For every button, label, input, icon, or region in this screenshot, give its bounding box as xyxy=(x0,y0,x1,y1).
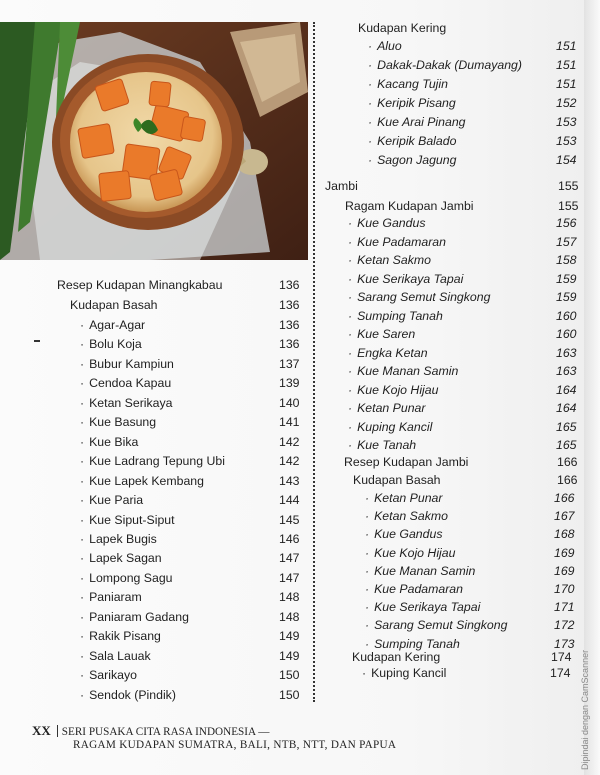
toc-entry-page: 155 xyxy=(558,199,579,213)
toc-entry-page: 136 xyxy=(279,278,300,292)
bullet-dot: · xyxy=(80,318,85,332)
toc-item-page: 140 xyxy=(279,395,300,410)
page-number: XX xyxy=(32,723,51,738)
bullet-dot: · xyxy=(80,531,85,546)
toc-entry-page: 166 xyxy=(557,455,578,469)
toc-item-name: Kue Paria xyxy=(89,493,144,508)
toc-item-name: Kue Padamaran xyxy=(374,582,463,596)
toc-item-page: 168 xyxy=(554,527,575,542)
bullet-dot: · xyxy=(365,491,370,505)
bullet-dot: · xyxy=(368,115,373,129)
toc-item-title xyxy=(348,288,490,306)
toc-item-title xyxy=(80,588,142,606)
bullet-dot: · xyxy=(348,234,353,249)
bullet-dot: · xyxy=(365,636,370,651)
toc-item-page: 165 xyxy=(556,438,577,452)
toc-entry-title: Kudapan Basah xyxy=(70,298,158,312)
toc-item-page: 166 xyxy=(554,491,575,505)
toc-item-name: Paniaram Gadang xyxy=(89,609,189,624)
toc-item-name: Ketan Serikaya xyxy=(89,395,173,410)
toc-item-title xyxy=(348,233,446,251)
toc-item-name: Agar-Agar xyxy=(89,318,146,332)
toc-item-page: 144 xyxy=(279,493,300,508)
toc-entry-title: Resep Kudapan Minangkabau xyxy=(57,278,223,292)
toc-item-name: Kue Manan Samin xyxy=(357,364,459,378)
toc-item-title xyxy=(368,37,402,55)
toc-item-title xyxy=(80,433,138,451)
toc-item-title xyxy=(348,251,431,269)
toc-item-page: 149 xyxy=(279,648,300,663)
book-title: RAGAM KUDAPAN SUMATRA, BALI, NTB, NTT, DAN PAPUA xyxy=(73,739,397,751)
toc-item-page: 151 xyxy=(556,39,577,53)
toc-item-name: Keripik Balado xyxy=(377,134,457,148)
toc-item-name: Bolu Koja xyxy=(89,337,142,352)
toc-item-name: Kue Saren xyxy=(357,327,416,341)
bullet-dot: · xyxy=(368,39,373,53)
bullet-dot: · xyxy=(365,618,370,633)
toc-item-title xyxy=(80,316,145,334)
toc-item-name: Aluo xyxy=(377,39,402,53)
footer-separator xyxy=(57,725,58,737)
toc-item-page: 165 xyxy=(556,419,577,434)
toc-item-title xyxy=(80,374,171,392)
toc-item-title xyxy=(80,394,173,412)
bullet-dot: · xyxy=(80,473,85,488)
toc-item-title xyxy=(365,507,448,525)
bullet-dot: · xyxy=(80,687,85,702)
toc-item-page: 172 xyxy=(554,618,575,633)
bullet-dot: · xyxy=(365,582,370,596)
toc-item-name: Dakak-Dakak (Dumayang) xyxy=(377,58,522,72)
bullet-dot: · xyxy=(348,345,353,360)
toc-item-name: Ketan Sakmo xyxy=(357,253,431,267)
toc-item-page: 143 xyxy=(279,473,300,488)
toc-item-name: Lapek Sagan xyxy=(89,551,162,566)
toc-item-title xyxy=(80,686,176,704)
toc-subsection-basah[interactable] xyxy=(70,296,299,314)
toc-item-page: 153 xyxy=(556,134,577,148)
toc-item-name: Kue Arai Pinang xyxy=(377,115,466,129)
bullet-dot: · xyxy=(80,454,85,469)
toc-item-title xyxy=(80,530,157,548)
bullet-dot: · xyxy=(80,337,85,352)
toc-item-name: Kue Kojo Hijau xyxy=(374,545,456,560)
bullet-dot: · xyxy=(365,563,370,578)
toc-item-page: 139 xyxy=(279,376,300,391)
toc-item-name: Kuping Kancil xyxy=(371,666,447,680)
toc-item-name: Kue Tanah xyxy=(357,438,417,452)
toc-item-name: Sarang Semut Singkong xyxy=(357,290,491,304)
bullet-dot: · xyxy=(348,438,353,452)
toc-item-name: Lompong Sagu xyxy=(89,570,173,585)
toc-item-name: Kuping Kancil xyxy=(357,419,433,434)
toc-item-page: 169 xyxy=(554,545,575,560)
toc-item-page: 142 xyxy=(279,434,300,449)
toc-item-title xyxy=(80,549,162,567)
toc-item-page: 150 xyxy=(279,668,300,683)
toc-entry-title: Kudapan Kering xyxy=(358,21,447,35)
toc-item-title xyxy=(80,413,156,431)
toc-item-name: Ketan Sakmo xyxy=(374,509,448,524)
bullet-dot: · xyxy=(348,419,353,434)
toc-item-title xyxy=(348,436,416,454)
toc-item-page: 146 xyxy=(279,531,300,546)
toc-item-page: 164 xyxy=(556,401,577,415)
toc-item-name: Cendoa Kapau xyxy=(89,376,172,391)
toc-entry-title: Kudapan Basah xyxy=(353,473,441,487)
bowl-illustration xyxy=(0,22,308,260)
toc-item-name: Kue Kojo Hijau xyxy=(357,382,439,397)
toc-item-page: 171 xyxy=(554,600,575,615)
bullet-dot: · xyxy=(348,216,353,230)
toc-item-page: 170 xyxy=(554,582,575,596)
toc-item-title xyxy=(368,132,456,150)
toc-item-title xyxy=(348,214,425,232)
toc-item-title xyxy=(348,270,463,288)
toc-item-name: Kue Serikaya Tapai xyxy=(357,271,464,286)
toc-entry-title: Ragam Kudapan Jambi xyxy=(345,199,474,213)
toc-item-name: Kue Siput-Siput xyxy=(89,512,175,527)
toc-item-title xyxy=(368,56,522,74)
toc-item-title xyxy=(80,666,137,684)
toc-item-name: Rakik Pisang xyxy=(89,629,161,644)
toc-item-page: 174 xyxy=(550,666,571,680)
bullet-dot: · xyxy=(80,629,85,644)
toc-item-title xyxy=(368,75,448,93)
toc-item-page: 149 xyxy=(279,629,300,644)
toc-item-title xyxy=(348,344,428,362)
toc-item-page: 153 xyxy=(556,115,577,129)
toc-item-title xyxy=(365,544,455,562)
bullet-dot: · xyxy=(348,308,353,323)
toc-entry-title: Kudapan Kering xyxy=(352,650,441,664)
toc-item-name: Bubur Kampiun xyxy=(89,356,174,371)
toc-item-page: 158 xyxy=(556,253,577,267)
toc-item-title xyxy=(348,418,432,436)
toc-item-name: Sagon Jagung xyxy=(377,153,457,167)
toc-item-page: 159 xyxy=(556,290,577,304)
toc-item-title xyxy=(362,664,446,682)
toc-item-name: Kue Ladrang Tepung Ubi xyxy=(89,454,225,469)
toc-item-page: 148 xyxy=(279,590,300,605)
toc-entry-page: 136 xyxy=(279,298,300,312)
bullet-dot: · xyxy=(348,401,353,415)
toc-item-name: Sarang Semut Singkong xyxy=(374,618,508,633)
bullet-dot: · xyxy=(80,356,85,371)
toc-item-title xyxy=(80,647,151,665)
toc-item-title xyxy=(365,616,507,634)
bullet-dot: · xyxy=(368,77,373,91)
toc-item-name: Kue Serikaya Tapai xyxy=(374,600,481,615)
bullet-dot: · xyxy=(368,153,373,167)
bullet-dot: · xyxy=(348,290,353,304)
toc-item-page: 137 xyxy=(279,356,300,371)
toc-item-title xyxy=(348,325,415,343)
toc-item-title xyxy=(368,113,466,131)
toc-item-title xyxy=(365,489,442,507)
bullet-dot: · xyxy=(348,364,353,378)
series-title: SERI PUSAKA CITA RASA INDONESIA — xyxy=(61,726,270,738)
toc-item-page: 147 xyxy=(279,551,300,566)
toc-item-title xyxy=(348,362,458,380)
toc-item-title xyxy=(365,525,442,543)
toc-item-page: 163 xyxy=(556,364,577,378)
toc-item-title xyxy=(80,491,143,509)
toc-item-page: 145 xyxy=(279,512,300,527)
toc-item-name: Kacang Tujin xyxy=(377,77,448,91)
toc-item-page: 173 xyxy=(554,636,575,651)
toc-item-page: 160 xyxy=(556,327,577,341)
toc-item-name: Sumping Tanah xyxy=(357,308,443,323)
toc-item-title xyxy=(368,94,456,112)
toc-item-page: 164 xyxy=(556,382,577,397)
toc-item-page: 142 xyxy=(279,454,300,469)
toc-item-title xyxy=(365,580,463,598)
scanner-watermark: Dipindai dengan CamScanner xyxy=(580,649,590,770)
toc-section-resep-jambi[interactable] xyxy=(344,453,578,471)
toc-item-name: Sarikayo xyxy=(89,668,137,683)
toc-entry-page: 155 xyxy=(558,179,579,193)
toc-item-name: Sendok (Pindik) xyxy=(89,687,176,702)
bullet-dot: · xyxy=(365,509,370,524)
bullet-dot: · xyxy=(348,253,353,267)
toc-item-page: 151 xyxy=(556,58,577,72)
toc-item-title xyxy=(80,335,142,353)
bullet-dot: · xyxy=(368,96,373,110)
toc-item-page: 169 xyxy=(554,563,575,578)
toc-item-title xyxy=(80,608,189,626)
toc-item-page: 157 xyxy=(556,234,577,249)
toc-entry-page: 174 xyxy=(551,650,572,664)
toc-item-name: Kue Bika xyxy=(89,434,139,449)
toc-item-page: 156 xyxy=(556,216,577,230)
toc-item-title xyxy=(365,598,480,616)
toc-item-title xyxy=(365,562,475,580)
toc-item-page: 150 xyxy=(279,687,300,702)
bullet-dot: · xyxy=(80,434,85,449)
toc-item-name: Kue Gandus xyxy=(357,216,426,230)
toc-item-name: Sala Lauak xyxy=(89,648,151,663)
bullet-dot: · xyxy=(80,551,85,566)
bullet-dot: · xyxy=(80,609,85,624)
toc-item-page: 147 xyxy=(279,570,300,585)
toc-item-title xyxy=(80,511,175,529)
toc-entry-title: Resep Kudapan Jambi xyxy=(344,455,469,469)
bullet-dot: · xyxy=(80,493,85,508)
bullet-dot: · xyxy=(362,666,367,680)
food-photo xyxy=(0,22,308,260)
toc-item-title xyxy=(80,472,204,490)
toc-item-name: Kue Lapek Kembang xyxy=(89,473,204,488)
toc-item-title xyxy=(80,355,174,373)
toc-item-page: 136 xyxy=(279,318,300,332)
bullet-dot: · xyxy=(368,134,373,148)
toc-item-title xyxy=(80,569,173,587)
bullet-dot: · xyxy=(80,415,85,430)
toc-item-title xyxy=(348,307,443,325)
toc-item-page: 163 xyxy=(556,345,577,360)
toc-item-name: Keripik Pisang xyxy=(377,96,456,110)
column-divider xyxy=(313,22,315,702)
toc-item-page: 167 xyxy=(554,509,575,524)
toc-item-title xyxy=(80,627,161,645)
toc-subsection-basah-jambi[interactable] xyxy=(353,471,578,489)
bullet-dot: · xyxy=(348,382,353,397)
toc-item-page: 141 xyxy=(279,415,300,430)
bullet-dot: · xyxy=(80,570,85,585)
bullet-dot: · xyxy=(348,271,353,286)
toc-item-title xyxy=(368,151,456,169)
toc-section-minangkabau[interactable] xyxy=(57,276,299,294)
toc-item-name: Lapek Bugis xyxy=(89,531,157,546)
toc-region-jambi[interactable] xyxy=(325,177,579,195)
bullet-dot: · xyxy=(365,527,370,542)
toc-item-name: Sumping Tanah xyxy=(374,636,460,651)
bullet-dot: · xyxy=(365,600,370,615)
bullet-dot: · xyxy=(368,58,373,72)
toc-item-name: Paniaram xyxy=(89,590,142,605)
toc-entry-page: 166 xyxy=(557,473,578,487)
toc-item-page: 159 xyxy=(556,271,577,286)
bullet-dot: · xyxy=(80,395,85,410)
bullet-dot: · xyxy=(80,376,85,391)
toc-item-page: 148 xyxy=(279,609,300,624)
bullet-dot: · xyxy=(80,512,85,527)
bullet-dot: · xyxy=(80,648,85,663)
toc-item-page: 136 xyxy=(279,337,300,352)
toc-item-name: Engka Ketan xyxy=(357,345,428,360)
toc-item-page: 152 xyxy=(556,96,577,110)
bullet-dot: · xyxy=(80,668,85,683)
toc-section-ragam-jambi[interactable] xyxy=(345,197,579,215)
toc-item-title xyxy=(348,399,425,417)
toc-item-name: Ketan Punar xyxy=(374,491,443,505)
toc-item-name: Kue Manan Samin xyxy=(374,563,476,578)
toc-subsection-kering[interactable] xyxy=(358,19,568,37)
bullet-dot: · xyxy=(365,545,370,560)
toc-item-name: Kue Basung xyxy=(89,415,157,430)
bullet-dot: · xyxy=(80,590,85,605)
margin-mark xyxy=(34,340,40,342)
toc-item-title xyxy=(80,452,225,470)
toc-item-name: Ketan Punar xyxy=(357,401,426,415)
toc-item-page: 154 xyxy=(556,153,577,167)
toc-item-name: Kue Gandus xyxy=(374,527,443,542)
toc-entry-title: Jambi xyxy=(325,179,358,193)
toc-item-page: 160 xyxy=(556,308,577,323)
toc-item-name: Kue Padamaran xyxy=(357,234,446,249)
bullet-dot: · xyxy=(348,327,353,341)
toc-item-page: 151 xyxy=(556,77,577,91)
toc-item-title xyxy=(348,381,438,399)
